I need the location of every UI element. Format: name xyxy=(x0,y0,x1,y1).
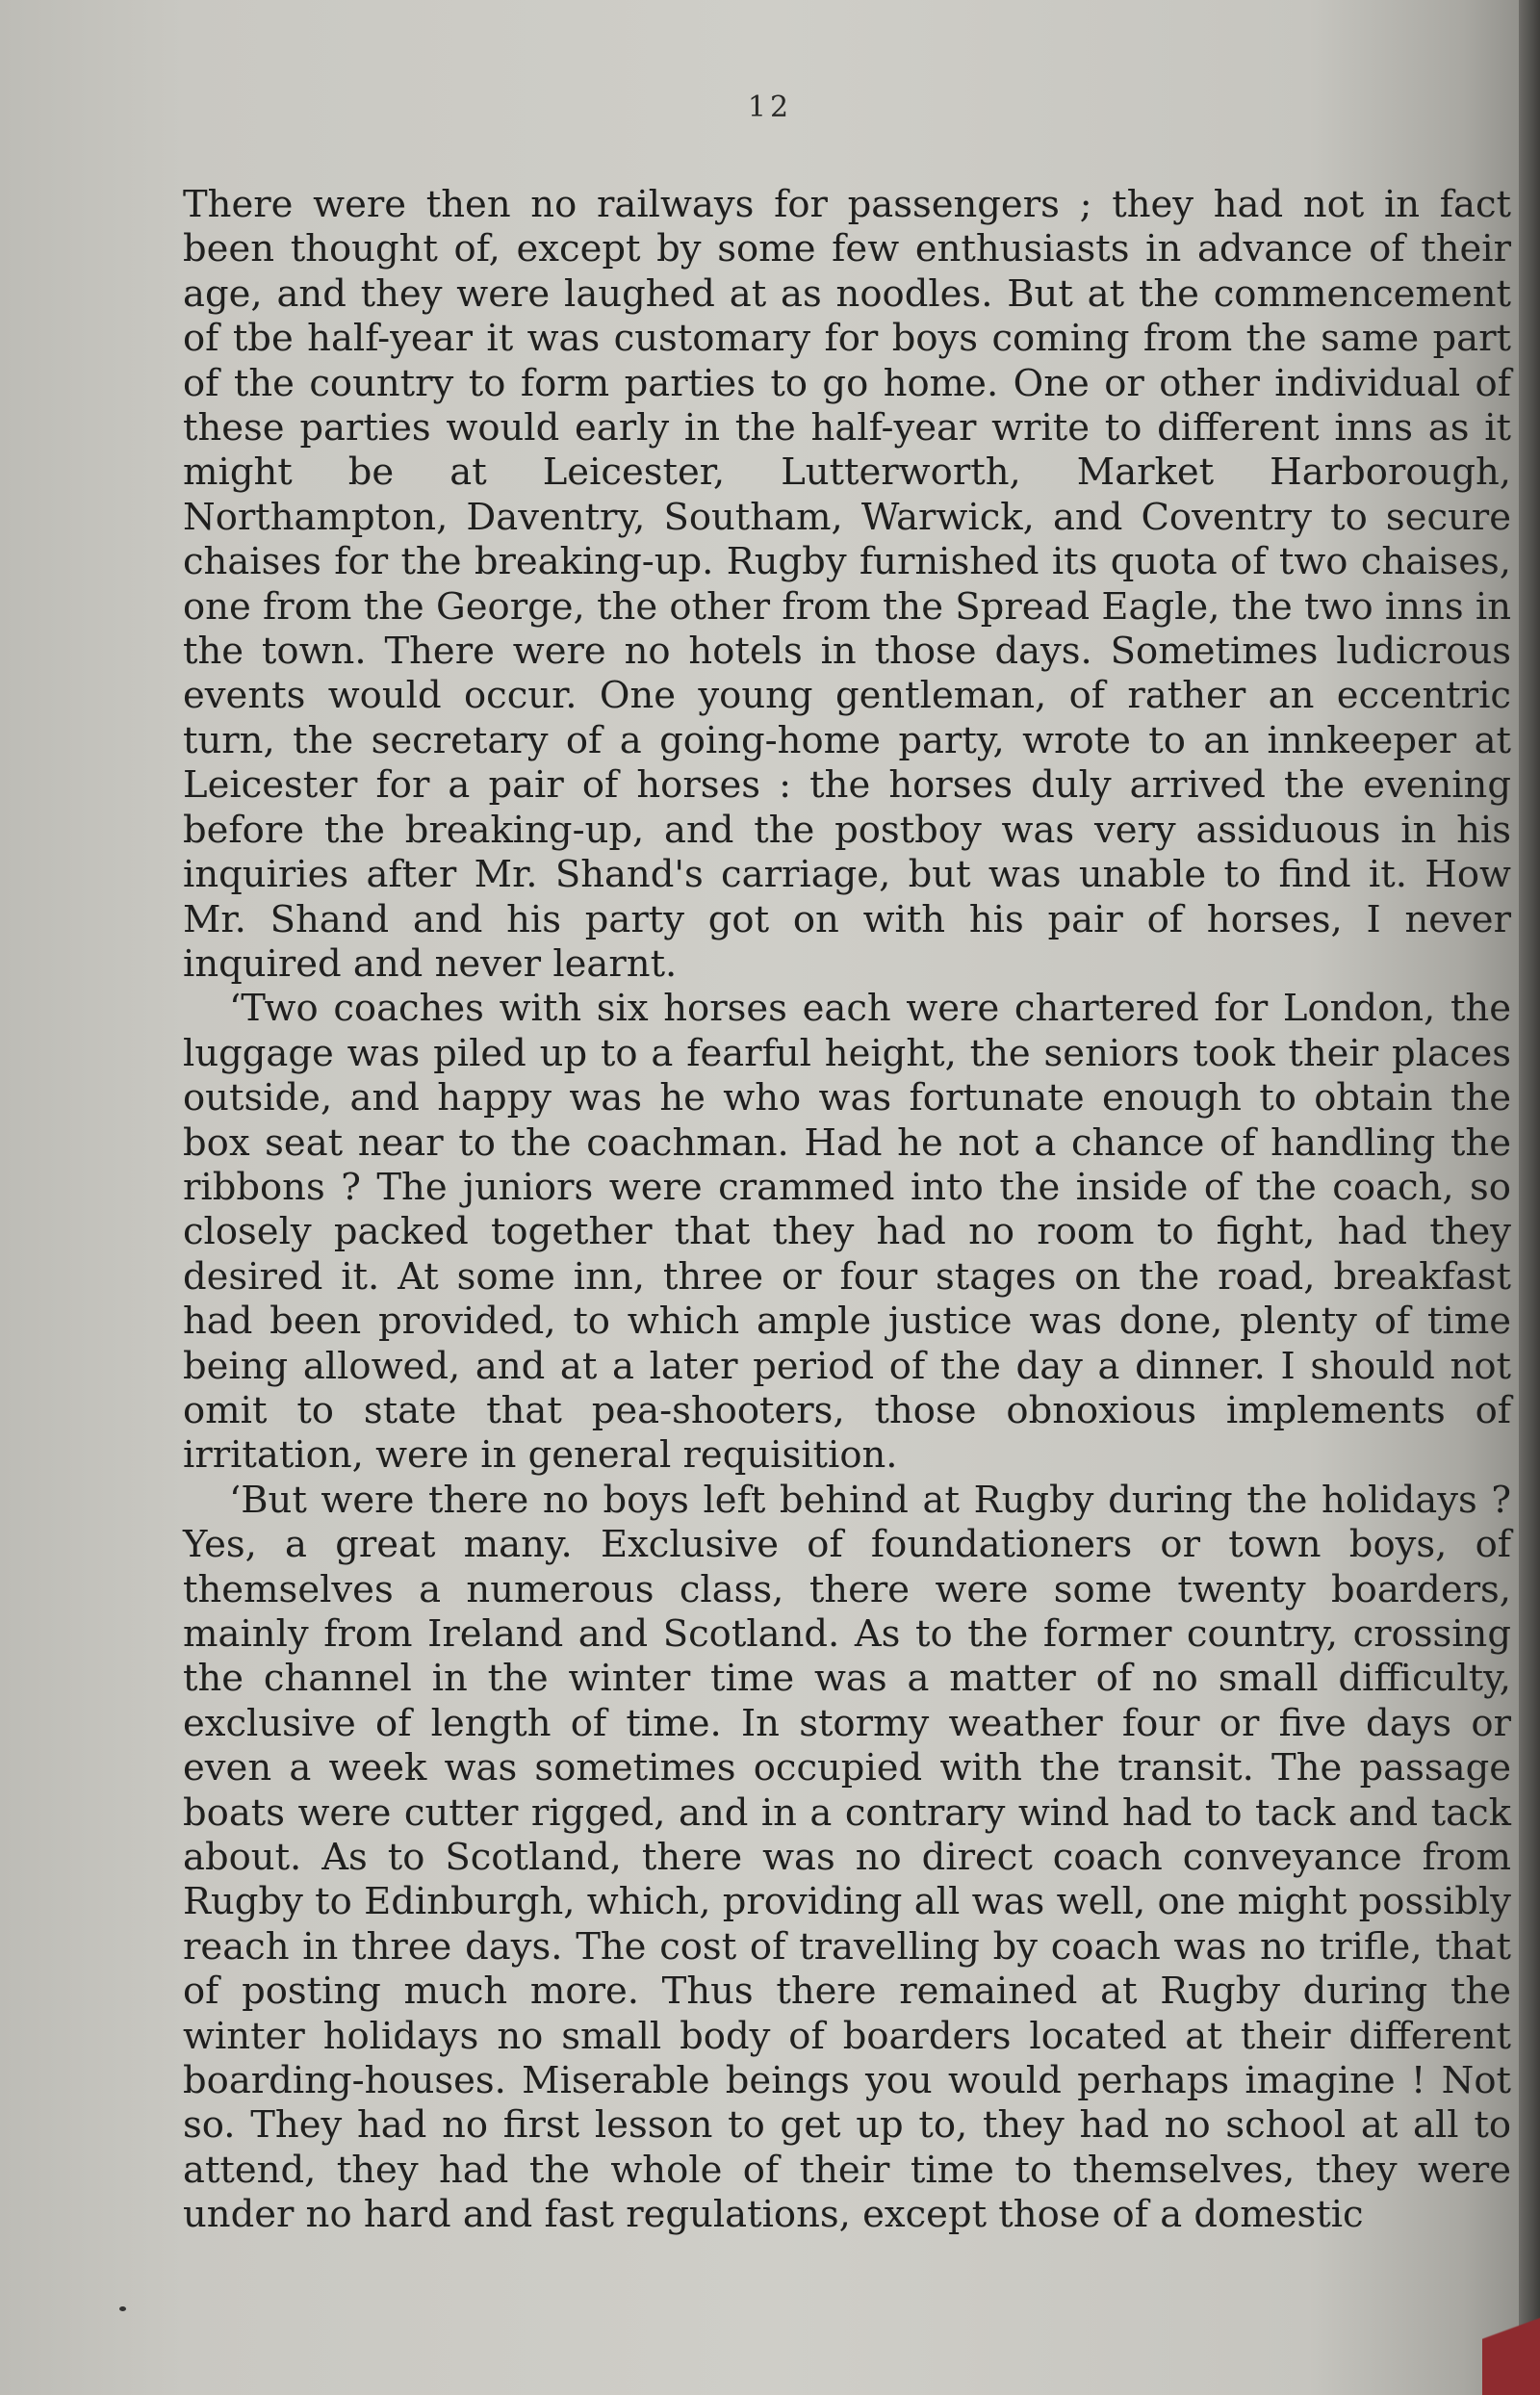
body-text xyxy=(183,183,1511,2238)
ink-speck xyxy=(119,2306,126,2311)
page-binding-shadow xyxy=(1519,0,1540,2395)
page-number: 12 xyxy=(747,90,793,124)
paragraph-2: ‘Two coaches with six horses each were chartered for London, the luggage was piled up to a fearful height, the seniors took their places outside, and happy was he who was fortunate enough to obtain the box seat near to the coachman. Had he not a chance of handling the ribbons ? The juniors were crammed into the inside of the coach, so closely packed together that they had no room to fight, had they desired it. At some inn, three or four stages on the road, breakfast had been provided, to which ample justice was done, plenty of time being allowed, and at a later period of the day a dinner. I should not omit to state that pea-shooters, those obnoxious implements of irritation, were in general requisition. xyxy=(183,987,1511,1478)
paragraph-1: There were then no railways for passengers ; they had not in fact been thought of, except by some few enthusiasts in advance of their age, and they were laughed at as noodles. But at the commencement of tbe half-year it was customary for boys coming from the same part of the country to form parties to go home. One or other individual of these parties would early in the half-year write to different inns as it might be at Leicester, Lutterworth, Market Harborough, Northampton, Daventry, Southam, Warwick, and Coventry to secure chaises for the breaking-up. Rugby furnished its quota of two chaises, one from the George, the other from the Spread Eagle, the two inns in the town. There were no hotels in those days. Sometimes ludicrous events would occur. One young gentleman, of rather an eccentric turn, the secretary of a going-home party, wrote to an innkeeper at Leicester for a pair of horses : the horses duly arrived the evening before the breaking-up, and the postboy was very assiduous in his inquiries after Mr. Shand's carriage, but was unable to find it. How Mr. Shand and his party got on with his pair of horses, I never inquired and never learnt. xyxy=(183,183,1511,986)
cover-corner xyxy=(1482,2260,1540,2395)
paragraph-3: ‘But were there no boys left behind at Rugby during the holidays ? Yes, a great many. Exclusive of foundationers or town boys, of themselves a numerous class, there were some twenty boarders, mainly from Ireland and Scotland. As to the former country, crossing the channel in the winter time was a matter of no small difficulty, exclusive of length of time. In stormy weather four or five days or even a week was sometimes occupied with the transit. The passage boats were cutter rigged, and in a contrary wind had to tack and tack about. As to Scotland, there was no direct coach conveyance from Rugby to Edinburgh, which, providing all was well, one might possibly reach in three days. The cost of travelling by coach was no trifle, that of posting much more. Thus there remained at Rugby during the winter holidays no small body of boarders located at their different boarding-houses. Miserable beings you would perhaps imagine ! Not so. They had no first lesson to get up to, they had no school at all to attend, they had the whole of their time to themselves, they were under no hard and fast regulations, except those of a domestic xyxy=(183,1478,1511,2237)
